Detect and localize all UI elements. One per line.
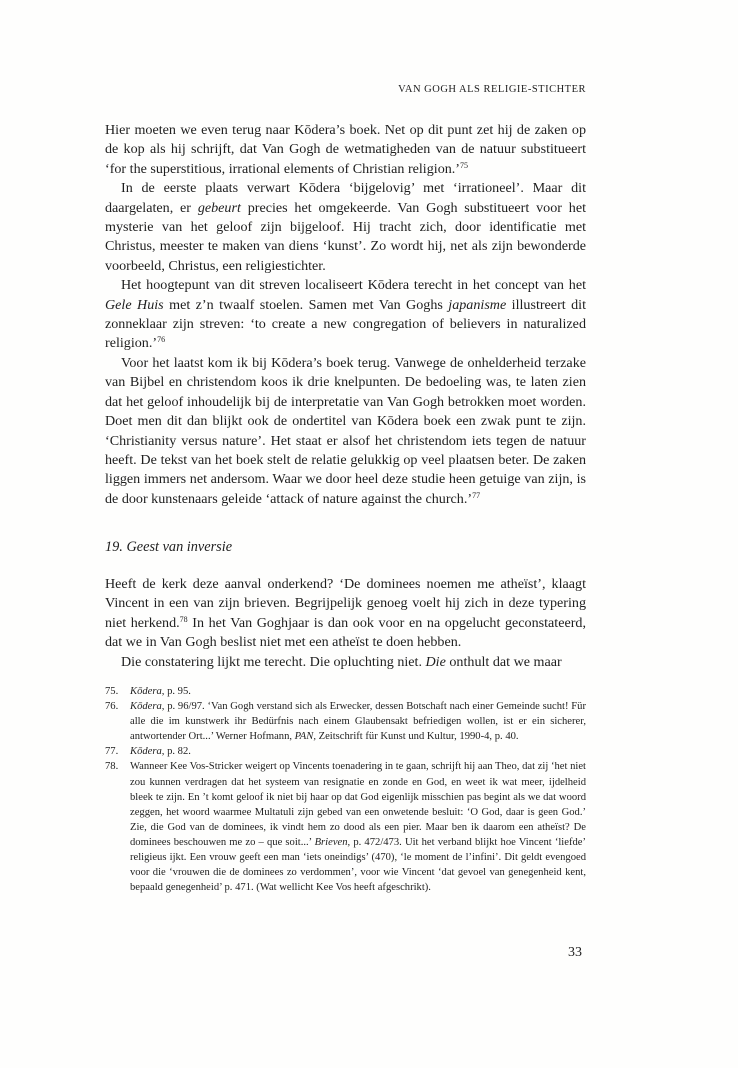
footnote-ref: 78 xyxy=(179,614,188,624)
paragraph-text: In de eerste plaats verwart Kōdera ‘bijgelovig’ met ‘irrationeel’. Maar dit daargelaten, er xyxy=(105,180,586,216)
emphasis: Die xyxy=(425,653,446,670)
paragraph-text: Hier moeten we even terug naar Kōdera’s boek. Net op dit punt zet hij de zaken op de kop als hij schrijft, dat Van Gogh de wetmatigheden van de natuur substitueert ‘for the superstitious, irrational elements of Christian religion.’ xyxy=(105,122,586,177)
footnote-number: 78. xyxy=(105,761,119,773)
paragraph xyxy=(105,653,586,672)
emphasis: gebeurt xyxy=(197,199,241,216)
footnote-text xyxy=(130,759,586,895)
footnote-text-part: p. 472/473. Uit het verband blijkt hoe Vincent ‘liefde’ religieus ijkt. Een vrouw geeft een man ‘iets oneindigs’ (470), ‘le moment de l’infini’. Dit geldt evengoed voor die ‘vrouwen die de dominees zo verdommen’, voor wie Vincent ‘dat gevoel van genegenheid kent, bepaald genegenheid’ p. 471. (Wat wellicht Kee Vos heeft afgeschrikt). xyxy=(130,836,587,894)
footnote-ref: 75 xyxy=(460,160,469,170)
paragraph-text: precies het omgekeerde. Van Gogh substitueert voor het mysterie van het geloof zijn bijgeloof. Hij tracht zich, door identificatie met Christus, meester te maken van diens ‘kunst’. Zo wordt hij, net als zijn bewonderde voorbeeld, Christus, een religiestichter. xyxy=(105,199,586,274)
paragraph xyxy=(105,575,586,653)
footnote-text xyxy=(130,744,586,759)
emphasis: Brieven, xyxy=(314,836,351,848)
paragraph-text: Voor het laatst kom ik bij Kōdera’s boek terug. Vanwege de onhelderheid terzake van Bijbel en christendom koos ik drie knelpunten. De bedoeling was, te laten zien dat het geloof inhoudelijk bij de interpretatie van Van Gogh betrokken moet worden. Doet men dit dan blijkt ook de ondertitel van Kōdera boek een zwak punt te zijn. ‘Christianity versus nature’. Het staat er alsof het christendom iets tegen de natuur heeft. De tekst van het boek stelt de relatie gelukkig op veel plaatsen beter. De zaken liggen immers net andersom. Waar we door heel deze studie heen getuige van zijn, is de door kunstenaars geleide ‘attack of nature against the church.’ xyxy=(105,354,586,507)
footnote-text xyxy=(130,684,586,699)
footnote-text xyxy=(130,699,586,744)
footnote-number: 75. xyxy=(105,686,119,697)
footnote-text-part: p. 96/97. ‘Van Gogh verstand sich als Erwecker, dessen Botschaft nach einer Gemeinde sucht! Für alle die im kunstwerk ihr Bedürfnis nach einem Glaubensakt befriedigen wollen, ist er ein sicherer, antwortender Ort...’ Werner Hofmann, xyxy=(130,701,586,743)
paragraph xyxy=(105,179,586,276)
page-number: 33 xyxy=(568,945,582,960)
paragraph xyxy=(105,276,586,354)
footnote xyxy=(105,744,586,759)
emphasis: Kōdera, xyxy=(130,701,165,713)
footnote xyxy=(105,684,586,699)
footnotes xyxy=(105,684,586,895)
footnote-ref: 76 xyxy=(157,335,166,345)
emphasis: Kōdera, xyxy=(130,746,165,758)
paragraph-text: Het hoogtepunt van dit streven localiseert Kōdera terecht in het concept van het xyxy=(121,277,586,294)
footnote xyxy=(105,759,586,895)
footnote-text-part: p. 82. xyxy=(164,746,191,758)
paragraph-text: Heeft de kerk deze aanval onderkend? ‘De dominees noemen me atheïst’, klaagt Vincent in een van zijn brieven. Begrijpelijk genoeg voelt hij zich in deze typering niet herkend. xyxy=(105,576,586,631)
section-body xyxy=(105,121,586,509)
paragraph xyxy=(105,121,586,179)
paragraph-text: onthult dat we maar xyxy=(445,653,562,670)
paragraph-text: met z’n twaalf stoelen. Samen met Van Goghs xyxy=(163,296,449,313)
footnote xyxy=(105,699,586,744)
paragraph-text: illustreert dit zonneklaar zijn streven: ‘to create a new congregation of believers in naturalized religion.’ xyxy=(105,296,586,352)
footnote-text-part: Zeitschrift für Kunst und Kultur, 1990-4, p. 40. xyxy=(315,731,519,743)
emphasis: PAN, xyxy=(294,731,316,743)
emphasis: Kōdera, xyxy=(130,686,165,697)
paragraph-text: In het Van Goghjaar is dan ook voor en na opgelucht geconstateerd, dat we in Van Gogh beslist niet met een atheïst te doen hebben. xyxy=(105,614,586,651)
footnote-number: 76. xyxy=(105,701,119,713)
footnote-text-part: Wanneer Kee Vos-Stricker weigert op Vincents toenadering in te gaan, schrijft hij aan Theo, dat zij ‘het niet zou kunnen verdragen dat het systeem van resignatie en zonde en God, en weet ik wat meer, ijdelheid bleek te zijn. En ’t komt geloof ik niet bij haar op dat God eigenlijk misschien pas begint als we dat woord zeggen, het woord waarmee Multatuli zijn gebed van een onwetende besluit: ‘O God, daar is geen God.’ Zie, die God van de dominees, ik vindt hem zo dood als een pier. Maar ben ik daarom een atheïst? De dominees beschouwen me zo – que soit...’ xyxy=(130,761,586,848)
paragraph xyxy=(105,354,586,509)
running-head: VAN GOGH ALS RELIGIE-STICHTER xyxy=(398,84,586,95)
paragraph-text: Die constatering lijkt me terecht. Die opluchting niet. xyxy=(121,653,426,670)
emphasis: Gele Huis xyxy=(105,296,164,313)
footnote-ref: 77 xyxy=(472,490,481,500)
section-heading: 19. Geest van inversie xyxy=(105,539,233,555)
footnote-number: 77. xyxy=(105,746,119,758)
emphasis: japanisme xyxy=(448,296,507,313)
footnote-text-part: p. 95. xyxy=(164,686,191,697)
section-body xyxy=(105,575,586,672)
